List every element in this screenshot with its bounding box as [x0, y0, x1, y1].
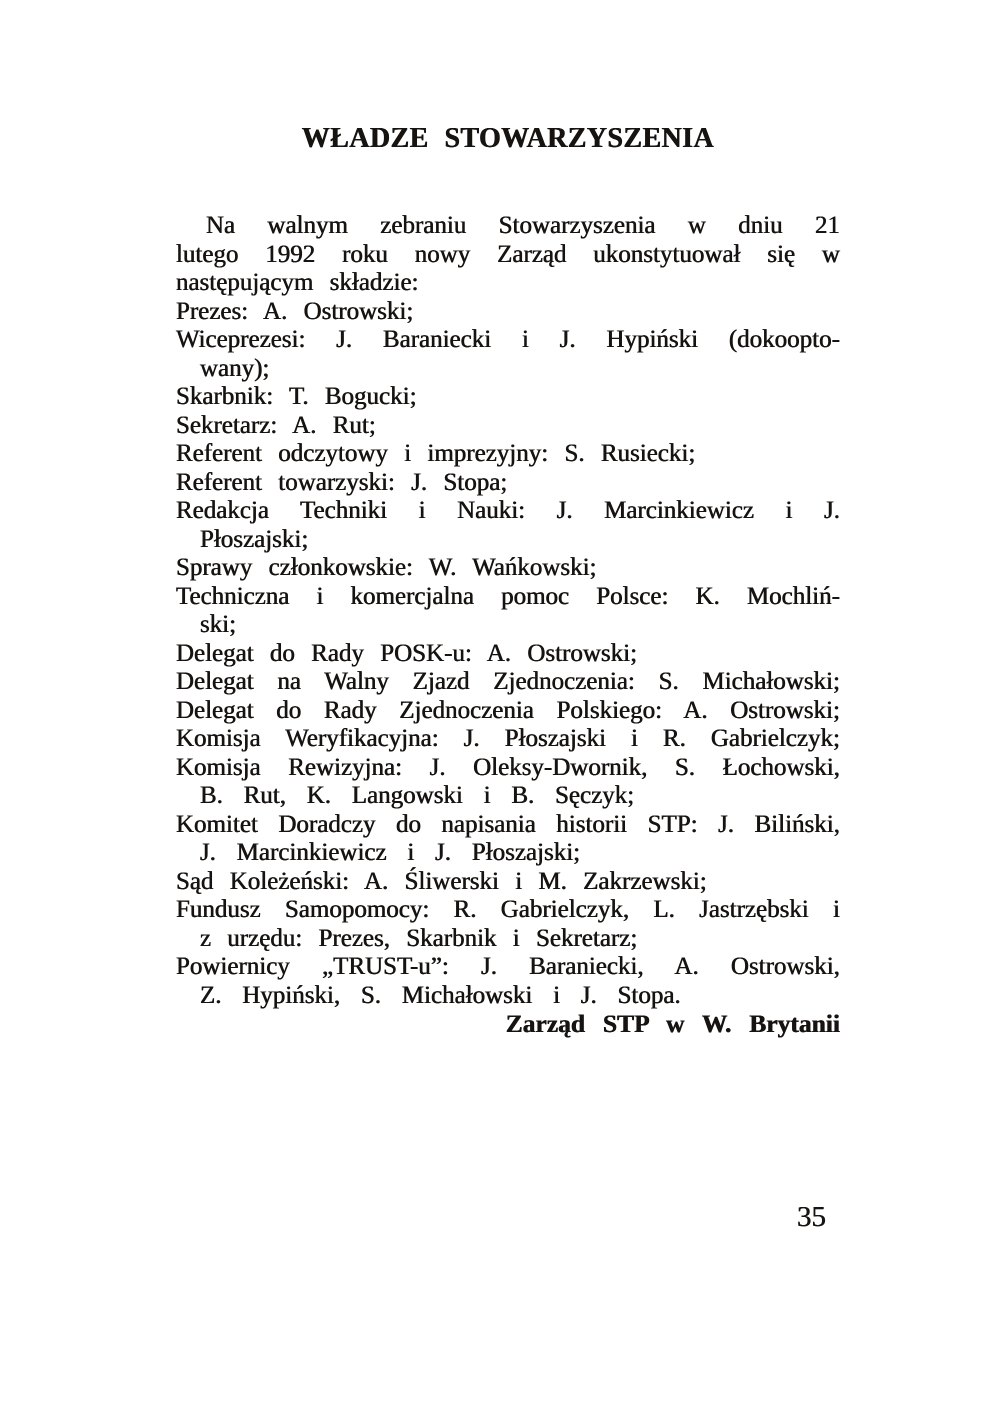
- text-line: B. Rut, K. Langowski i B. Sęczyk;: [200, 782, 635, 809]
- text-line: Delegat do Rady POSK-u: A. Ostrowski;: [176, 639, 638, 667]
- text-line: Referent odczytowy i imprezyjny: S. Rusiecki;: [176, 440, 696, 467]
- text-line: Na walnym zebraniu Stowarzyszenia w dniu 21: [206, 212, 840, 239]
- text-line: Sprawy członkowskie: W. Wańkowski;: [176, 554, 597, 581]
- text-line: Powiernicy „TRUST-u”: J. Baraniecki, A. Ostrowski,: [176, 953, 840, 980]
- text-line: Komitet Doradczy do napisania historii STP: J. Biliński,: [176, 810, 840, 838]
- text-line: Prezes: A. Ostrowski;: [176, 297, 414, 325]
- text-line: Komisja Weryfikacyjna: J. Płoszajski i R. Gabrielczyk;: [176, 725, 840, 752]
- text-line: Płoszajski;: [200, 525, 309, 553]
- text-line: J. Marcinkiewicz i J. Płoszajski;: [200, 839, 581, 866]
- text-line: Referent towarzyski: J. Stopa;: [176, 468, 508, 496]
- page-number: 35: [797, 1201, 826, 1233]
- text-line: Delegat do Rady Zjednoczenia Polskiego: A. Ostrowski;: [176, 696, 840, 724]
- text-line: Delegat na Walny Zjazd Zjednoczenia: S. Michałowski;: [176, 668, 840, 695]
- text-line: Techniczna i komercjalna pomoc Polsce: K. Mochliń-: [176, 582, 840, 610]
- text-line: Redakcja Techniki i Nauki: J. Marcinkiewicz i J.: [176, 497, 840, 524]
- text-line: Wiceprezesi: J. Baraniecki i J. Hypiński (dokoopto-: [176, 326, 840, 353]
- text-line: Z. Hypiński, S. Michałowski i J. Stopa.: [200, 981, 681, 1009]
- text-line: z urzędu: Prezes, Skarbnik i Sekretarz;: [200, 924, 638, 952]
- text-line: wany);: [200, 354, 270, 382]
- text-line: Skarbnik: T. Bogucki;: [176, 383, 417, 410]
- text-line: Fundusz Samopomocy: R. Gabrielczyk, L. Jastrzębski i: [176, 896, 840, 923]
- page-title: WŁADZE STOWARZYSZENIA: [301, 123, 715, 154]
- text-line: następującym składzie:: [176, 269, 419, 296]
- body-text: [176, 212, 840, 1039]
- text-line: ski;: [200, 611, 237, 638]
- text-line: Sekretarz: A. Rut;: [176, 411, 376, 439]
- text-line: Komisja Rewizyjna: J. Oleksy-Dwornik, S. Łochowski,: [176, 753, 840, 781]
- text-line: Sąd Koleżeński: A. Śliwerski i M. Zakrzewski;: [176, 867, 707, 895]
- signature-line: Zarząd STP w W. Brytanii: [505, 1009, 840, 1038]
- text-line: lutego 1992 roku nowy Zarząd ukonstytuował się w: [176, 240, 840, 268]
